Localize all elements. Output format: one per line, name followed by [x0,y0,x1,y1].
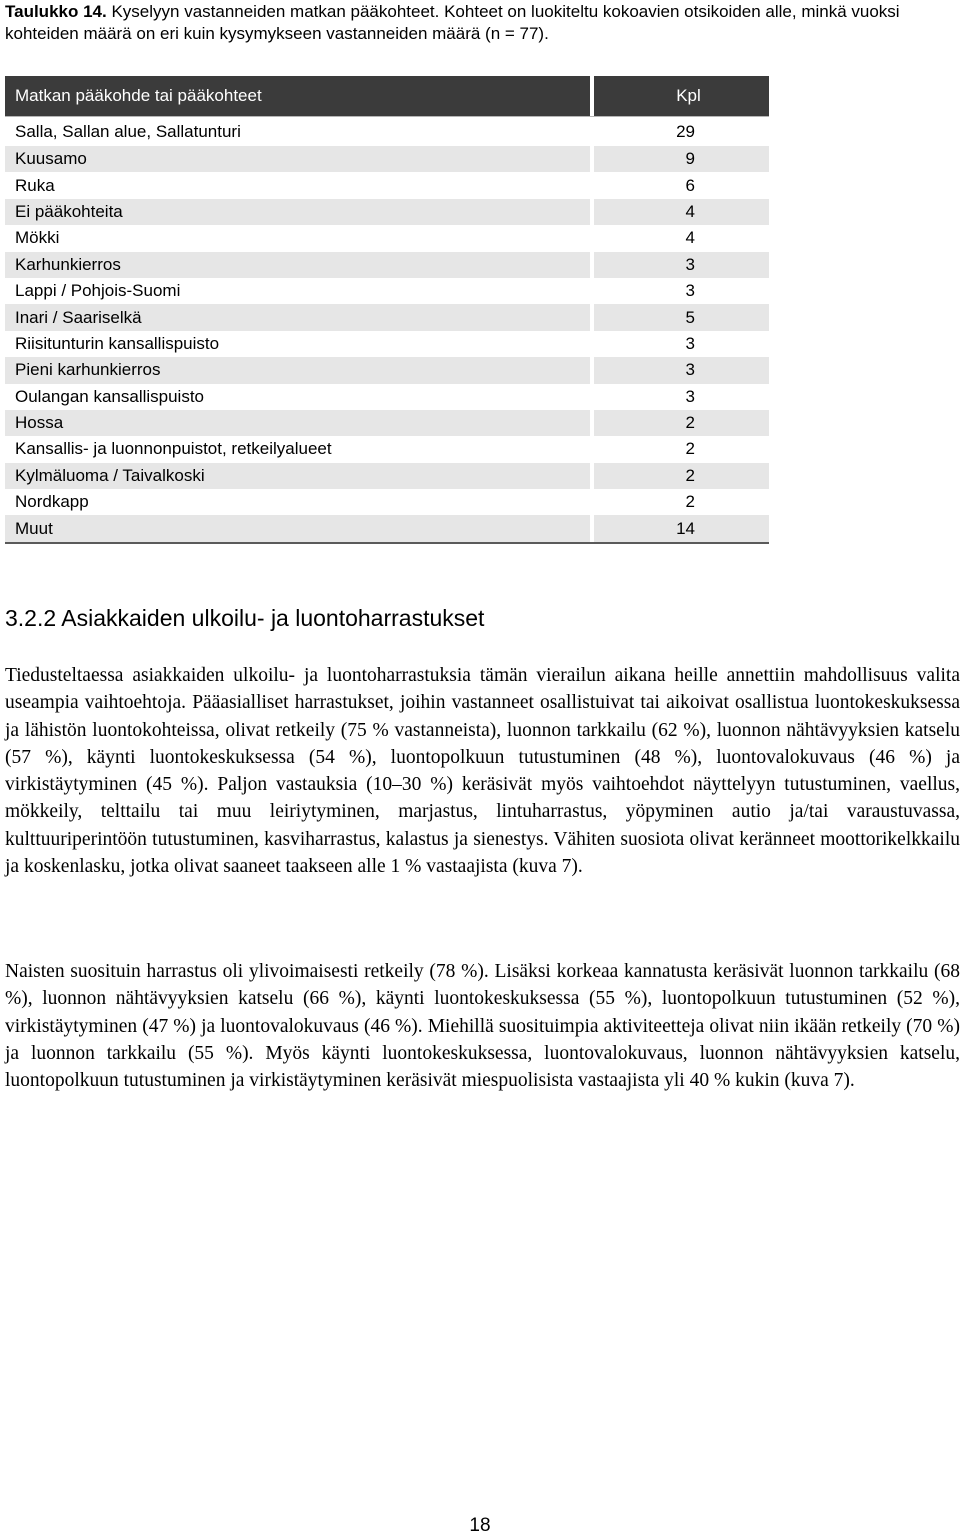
destination-cell: Nordkapp [5,489,594,515]
table-row [5,436,769,462]
table-body [5,117,769,544]
count-cell: 2 [685,492,695,512]
destinations-table [5,76,769,544]
table-row [5,331,769,357]
body-paragraph-2: Naisten suosituin harrastus oli ylivoimaisesti retkeily (78 %). Lisäksi korkeaa kannatusta keräsivät luonnon tarkkailu (68 %), luonnon nähtävyyksien katselu (66 %), käynti luontokeskuksessa (55 %), luontopolkuun tutustuminen (52 %), virkistäytyminen (47 %) ja luontovalokuvaus (46 %). Miehillä suosituimpia aktiviteetteja olivat niin ikään retkeily (70 %) ja luonnon tarkkailu (55 %). Myös käynti luontokeskuksessa, luontovalokuvaus, luonnon nähtävyyksien katselu, luontopolkuun tutustuminen ja virkistäytyminen keräsivät miespuolisista vastaajista yli 40 % kukin (kuva 7). [5,961,960,1092]
table-row [5,117,769,146]
destination-cell: Riisitunturin kansallispuisto [5,331,594,357]
table-row [5,463,769,489]
count-cell: 4 [685,228,695,248]
count-cell: 4 [594,199,769,225]
table-row [5,304,769,330]
count-cell: 3 [594,252,769,278]
destination-cell: Lappi / Pohjois-Suomi [5,278,594,304]
table-row [5,225,769,251]
count-cell: 2 [594,463,769,489]
destination-cell: Kansallis- ja luonnonpuistot, retkeilyalueet [5,436,594,462]
table-row [5,515,769,543]
destination-cell: Pieni karhunkierros [5,357,594,383]
page-number: 18 [469,1515,491,1536]
table-row [5,489,769,515]
caption-label: Taulukko 14. [5,2,107,21]
table-row [5,410,769,436]
count-cell: 5 [594,304,769,330]
count-cell: 3 [685,333,695,353]
header-count: Kpl [676,86,701,105]
body-paragraph-1: Tiedusteltaessa asiakkaiden ulkoilu- ja luontoharrastuksia tämän vierailun aikana heille annettiin mahdollisuus valita useampia vaihtoehtoja. Pääasialliset harrastukset, joihin vastanneet osallistuivat tai aikoivat osallistua luontokeskuksessa ja lähistön luontokohteissa, olivat retkeily (75 % vastanneista), luonnon tarkkailu (62 %), luonnon nähtävyyksien katselu (57 %), käynti luontokeskuksessa (54 %), luontopolkuun tutustuminen (48 %), luontovalokuvaus (46 %) ja virkistäytyminen (45 %). Paljon vastauksia (10–30 %) keräsivät myös vaihtoehdot näyttelyyn tutustuminen, vaellus, mökkeily, telttailu tai muu leiriytyminen, marjastus, lintuharrastus, yöpyminen autio ja/tai varaustuvassa, kulttuuriperintöön tutustuminen, kasviharrastus, kalastus ja sienestys. Vähiten suosiota olivat keränneet moottorikelkkailu ja koskenlasku, jotka olivat saaneet taakseen alle 1 % vastaajista (kuva 7). [5,665,960,878]
destination-cell: Muut [5,515,594,541]
table-row [5,146,769,172]
caption-text: Kyselyyn vastanneiden matkan pääkohteet. Kohteet on luokiteltu kokoavien otsikoiden alle, minkä vuoksi kohteiden määrä on eri kuin kysymykseen vastanneiden määrä (n = 77). [5,2,900,43]
destination-cell: Ei pääkohteita [5,199,594,225]
destination-cell: Kuusamo [5,146,594,172]
count-cell: 3 [685,386,695,406]
destination-cell: Kylmäluoma / Taivalkoski [5,463,594,489]
count-cell: 3 [594,357,769,383]
table-header [5,76,769,117]
table-row [5,384,769,410]
count-cell: 2 [594,410,769,436]
count-cell: 3 [685,281,695,301]
table-row [5,278,769,304]
destination-cell: Karhunkierros [5,252,594,278]
count-cell: 14 [594,515,769,541]
destination-cell: Salla, Sallan alue, Sallatunturi [5,117,594,146]
section-heading: 3.2.2 Asiakkaiden ulkoilu- ja luontoharrastukset [5,605,485,631]
header-destination: Matkan pääkohde tai pääkohteet [5,76,594,116]
count-cell: 2 [685,439,695,459]
destination-cell: Oulangan kansallispuisto [5,384,594,410]
destination-cell: Inari / Saariselkä [5,304,594,330]
table-row [5,199,769,225]
count-cell: 9 [594,146,769,172]
destination-cell: Ruka [5,172,594,198]
table-caption [5,1,955,44]
destination-cell: Mökki [5,225,594,251]
count-cell: 29 [676,121,695,141]
table-row [5,172,769,198]
count-cell: 6 [685,175,695,195]
destination-cell: Hossa [5,410,594,436]
table-row [5,357,769,383]
table-row [5,252,769,278]
